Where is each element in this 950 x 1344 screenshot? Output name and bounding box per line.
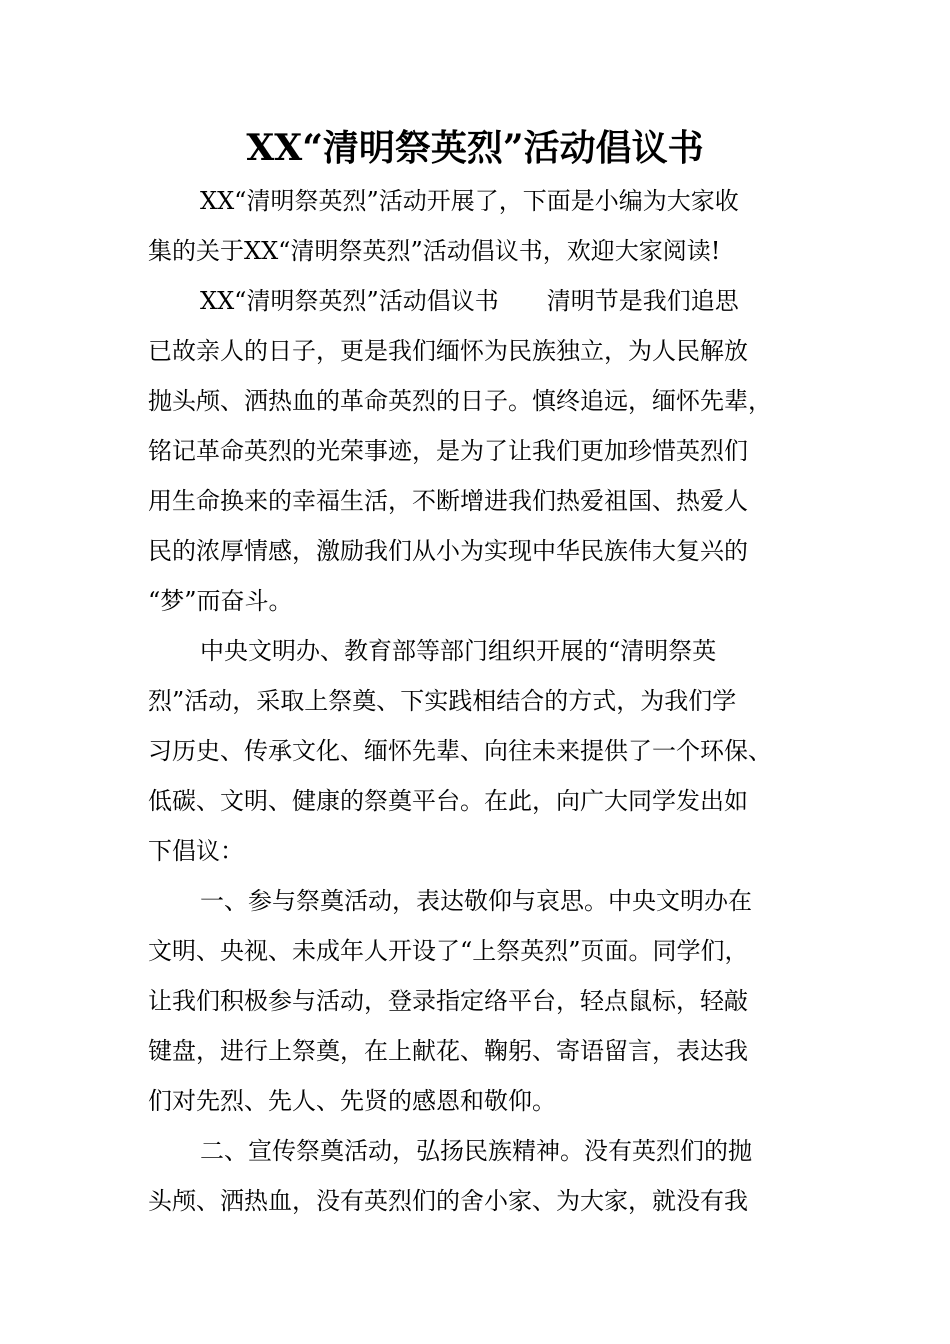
paragraph-line: 集的关于XX“清明祭英烈”活动倡议书，欢迎大家阅读! bbox=[148, 237, 721, 265]
paragraph-line: 一、参与祭奠活动，表达敬仰与哀思。中央文明办在 bbox=[200, 887, 752, 915]
paragraph-line: 已故亲人的日子，更是我们缅怀为民族独立，为人民解放 bbox=[148, 337, 748, 365]
paragraph-line: 键盘，进行上祭奠，在上献花、鞠躬、寄语留言，表达我 bbox=[148, 1037, 748, 1065]
document-body bbox=[148, 176, 798, 1226]
paragraph-line: XX“清明祭英烈”活动倡议书 清明节是我们追思 bbox=[200, 287, 739, 315]
paragraph-line: “梦”而奋斗。 bbox=[148, 587, 293, 615]
document-title: XX“清明祭英烈”活动倡议书 bbox=[246, 127, 704, 169]
paragraph-line: 中央文明办、教育部等部门组织开展的“清明祭英 bbox=[200, 637, 717, 665]
paragraph-line: 们对先烈、先人、先贤的感恩和敬仰。 bbox=[148, 1087, 556, 1115]
paragraph-line: 铭记革命英烈的光荣事迹，是为了让我们更加珍惜英烈们 bbox=[148, 437, 748, 465]
paragraph-line: 用生命换来的幸福生活，不断增进我们热爱祖国、热爱人 bbox=[148, 487, 748, 515]
paragraph-line: 头颅、洒热血，没有英烈们的舍小家、为大家，就没有我 bbox=[148, 1187, 748, 1215]
paragraph-line: 文明、央视、未成年人开设了“上祭英烈”页面。同学们， bbox=[148, 937, 749, 965]
paragraph-line: 二、宣传祭奠活动，弘扬民族精神。没有英烈们的抛 bbox=[200, 1137, 752, 1165]
paragraph-line: 下倡议： bbox=[148, 837, 244, 865]
paragraph-line: 民的浓厚情感，激励我们从小为实现中华民族伟大复兴的 bbox=[148, 537, 748, 565]
paragraph-line: 抛头颅、洒热血的革命英烈的日子。慎终追远，缅怀先辈， bbox=[148, 387, 772, 415]
paragraph-line: XX“清明祭英烈”活动开展了，下面是小编为大家收 bbox=[200, 187, 739, 215]
paragraph-line: 习历史、传承文化、缅怀先辈、向往未来提供了一个环保、 bbox=[148, 737, 772, 765]
paragraph-line: 烈”活动，采取上祭奠、下实践相结合的方式，为我们学 bbox=[148, 687, 737, 715]
paragraph-line: 让我们积极参与活动，登录指定络平台，轻点鼠标，轻敲 bbox=[148, 987, 748, 1015]
paragraph-line: 低碳、文明、健康的祭奠平台。在此，向广大同学发出如 bbox=[148, 787, 748, 815]
